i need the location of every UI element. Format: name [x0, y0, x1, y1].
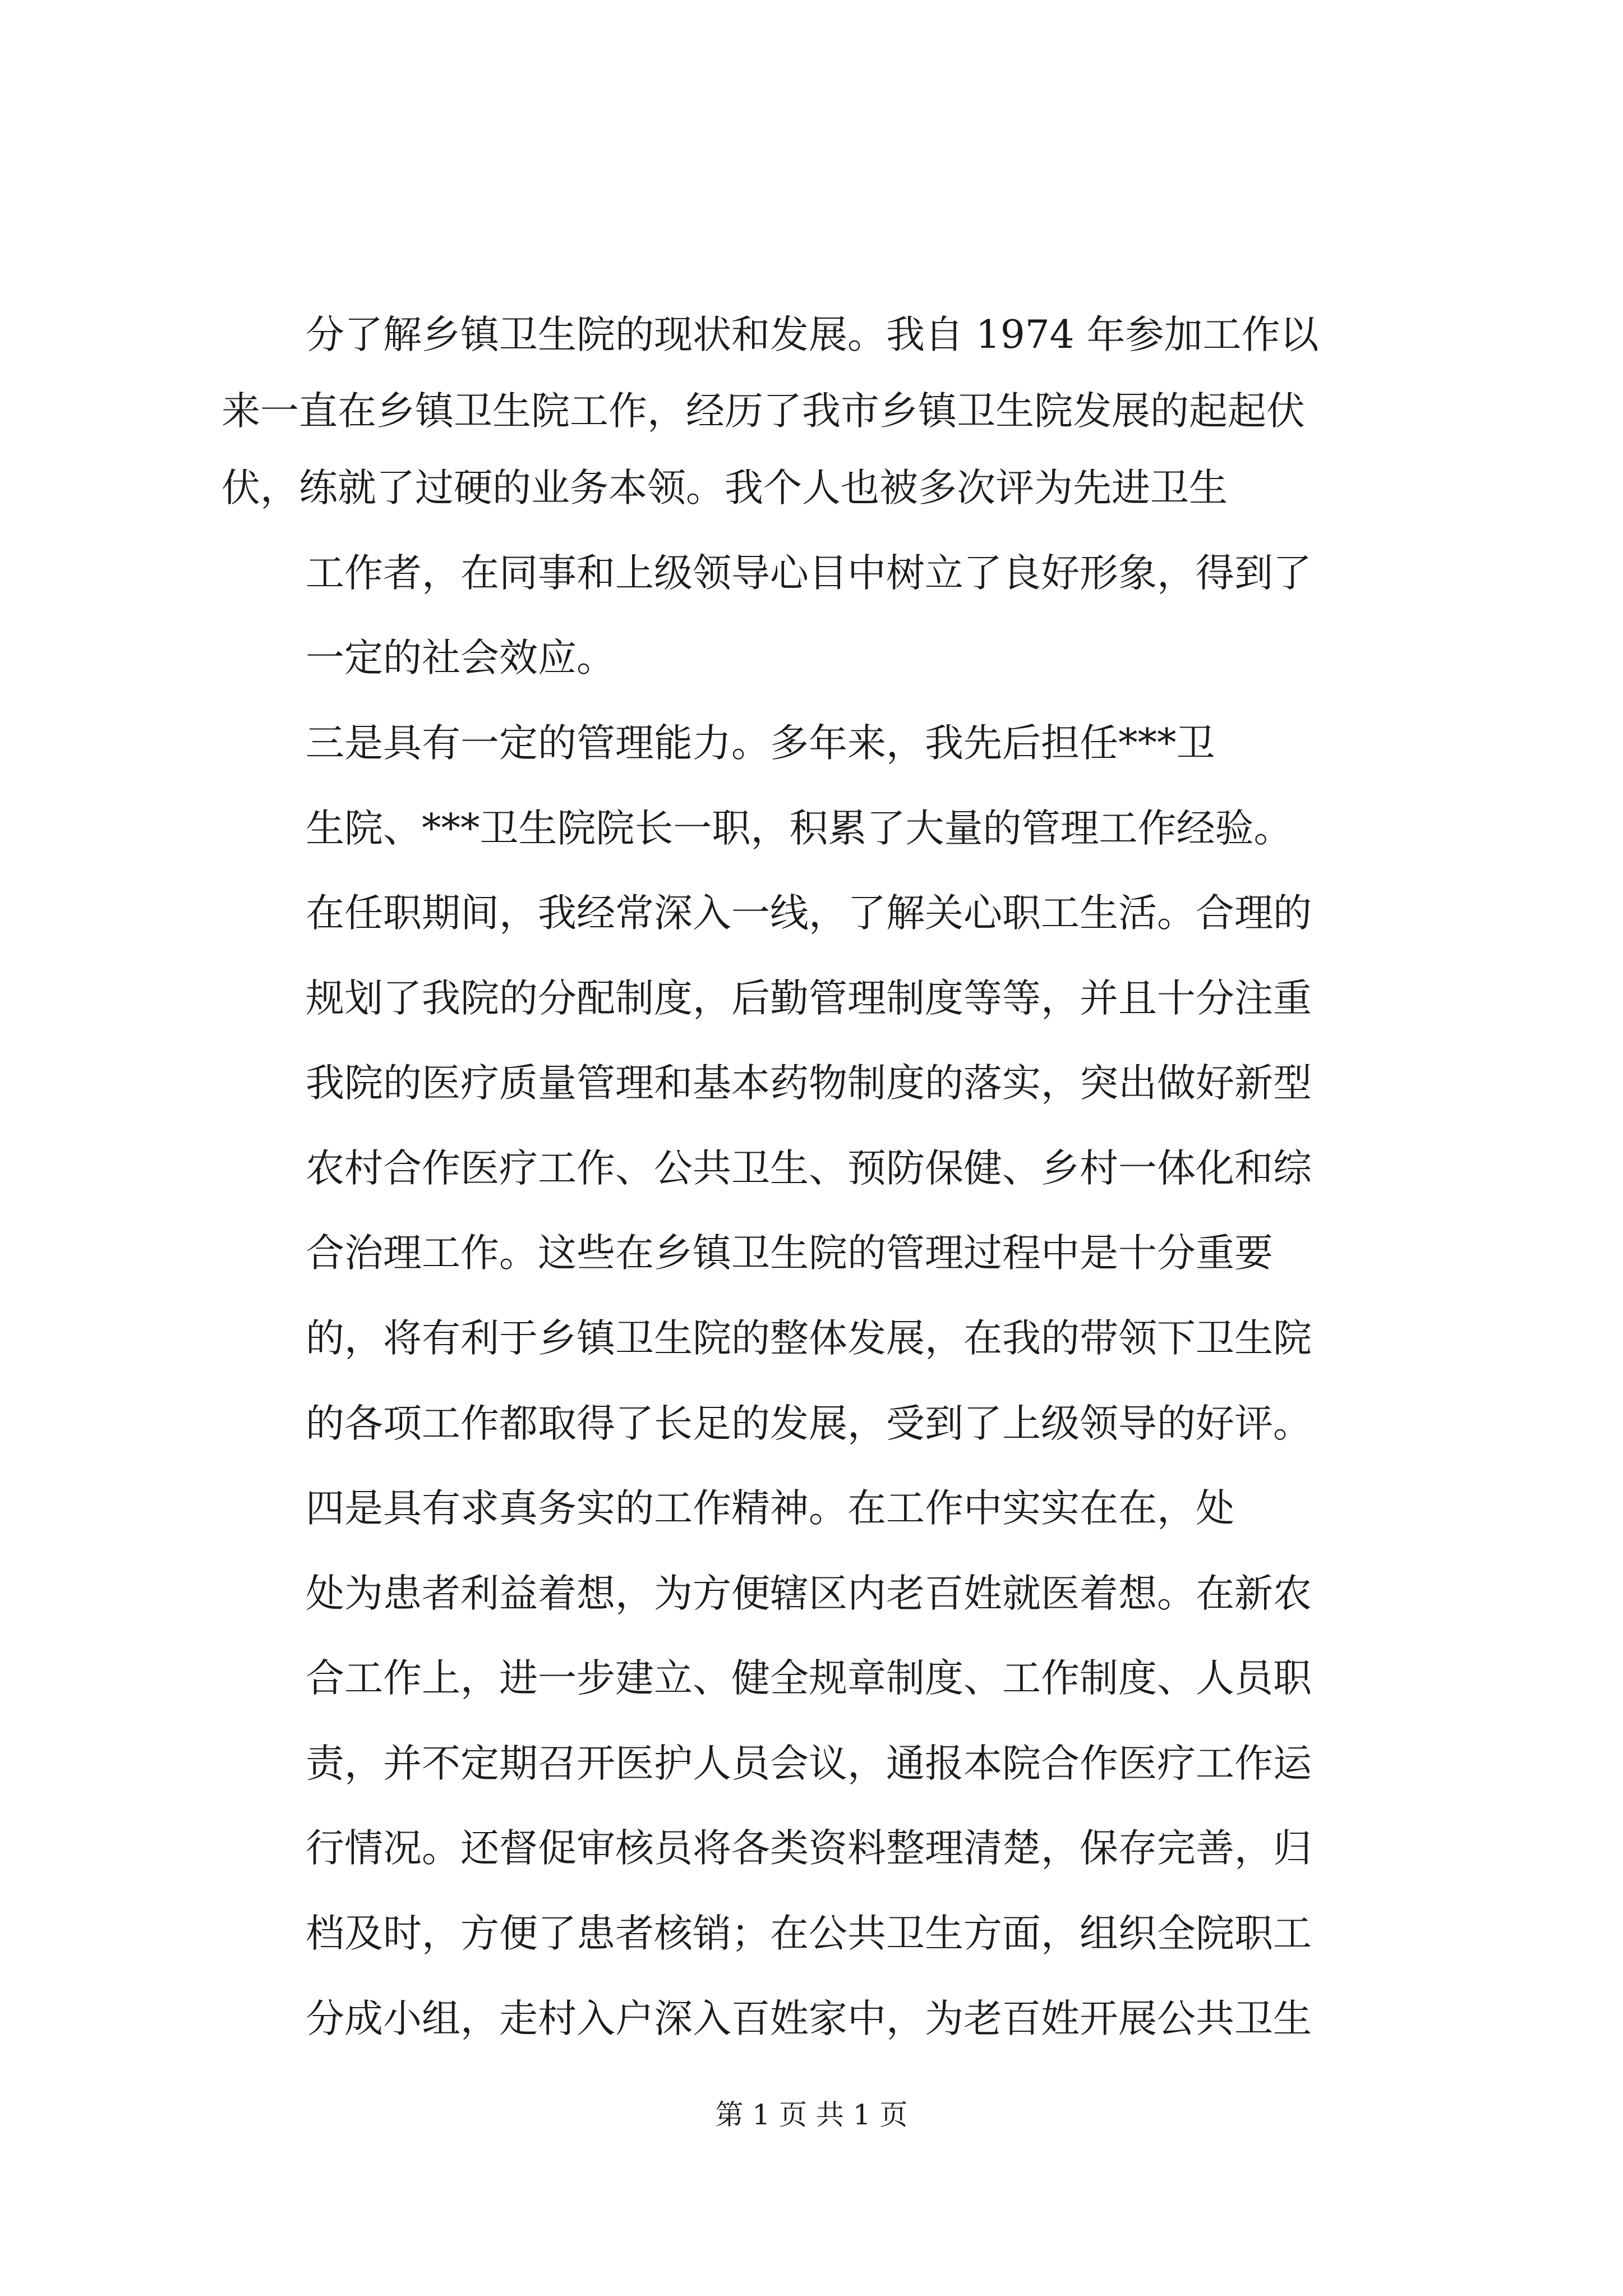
text-line-3: 伏，练就了过硬的业务本领。我个人也被多次评为先进卫生 [222, 466, 1228, 510]
text-line-8: 在任职期间，我经常深入一线，了解关心职工生活。合理的 [306, 891, 1312, 936]
text-line-17: 合工作上，进一步建立、健全规章制度、工作制度、人员职 [306, 1656, 1312, 1701]
text-line-13: 的，将有利于乡镇卫生院的整体发展，在我的带领下卫生院 [306, 1316, 1312, 1361]
text-line-2: 来一直在乡镇卫生院工作，经历了我市乡镇卫生院发展的起起伏 [222, 389, 1305, 434]
text-line-1: 分了解乡镇卫生院的现状和发展。我自 1974 年参加工作以 [306, 312, 1319, 357]
text-line-16: 处为患者利益着想，为方便辖区内老百姓就医着想。在新农 [306, 1571, 1312, 1616]
text-line-4: 工作者，在同事和上级领导心目中树立了良好形象，得到了 [306, 551, 1312, 596]
text-line-21: 分成小组，走村入户深入百姓家中，为老百姓开展公共卫生 [306, 1996, 1312, 2041]
text-line-14: 的各项工作都取得了长足的发展，受到了上级领导的好评。 [306, 1401, 1312, 1446]
text-line-15: 四是具有求真务实的工作精神。在工作中实实在在，处 [306, 1486, 1234, 1531]
text-line-6: 三是具有一定的管理能力。多年来，我先后担任***卫 [306, 721, 1215, 766]
page-footer: 第 1 页 共 1 页 [715, 2099, 908, 2131]
text-line-19: 行情况。还督促审核员将各类资料整理清楚，保存完善，归 [306, 1826, 1312, 1871]
text-line-12: 合治理工作。这些在乡镇卫生院的管理过程中是十分重要 [306, 1231, 1273, 1276]
text-line-20: 档及时，方便了患者核销；在公共卫生方面，组织全院职工 [306, 1911, 1312, 1956]
text-line-5: 一定的社会效应。 [306, 636, 615, 680]
text-line-11: 农村合作医疗工作、公共卫生、预防保健、乡村一体化和综 [306, 1146, 1312, 1191]
text-line-10: 我院的医疗质量管理和基本药物制度的落实，突出做好新型 [306, 1061, 1312, 1106]
text-line-7: 生院、***卫生院院长一职，积累了大量的管理工作经验。 [306, 806, 1293, 851]
text-line-18: 责，并不定期召开医护人员会议，通报本院合作医疗工作运 [306, 1741, 1312, 1786]
text-line-9: 规划了我院的分配制度，后勤管理制度等等，并且十分注重 [306, 976, 1312, 1021]
